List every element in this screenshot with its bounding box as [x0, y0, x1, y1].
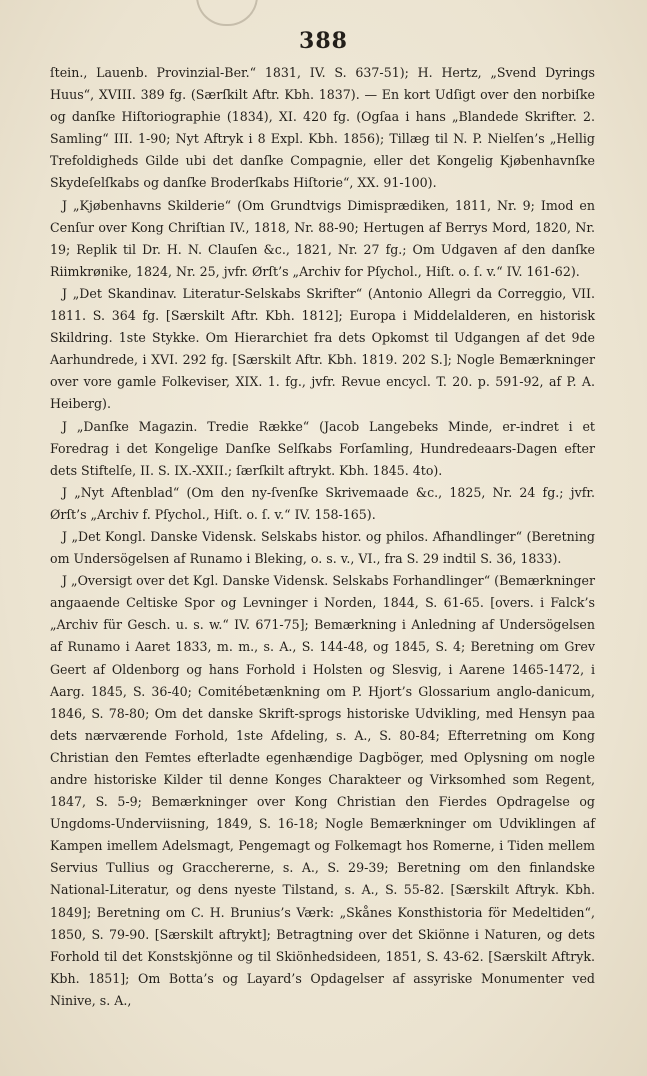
- paragraph: J „Det Kongl. Danske Vidensk. Selskabs histor. og philos. Afhandlinger“ (Beretning om Undersögelsen af Runamo i Bleking, o. s. v., VI., fra S. 29 indtil S. 36, 1833).: [50, 528, 595, 567]
- thumb-mark: [196, 0, 258, 26]
- paragraph: J „Oversigt over det Kgl. Danske Vidensk. Selskabs Forhandlinger“ (Bemærkninger angaaende Celtiske Spor og Levninger i Norden, 1844, S. 61-65. [overs. i Falck’s „Archiv für Gesch. u. s. w.“ IV. 671-75]; Bemærkning i Anledning af Undersögelsen af Runamo i Aaret 1833, m. m., s. A., S. 144-48, og 1845, S. 4; Beretning om Grev Geert af Oldenborg og hans Forhold i Holsten og Slesvig, i Aarene 1465-1472, i Aarg. 1845, S. 36-40; Comitébetænkning om P. Hjort’s Glossarium anglo-danicum, 1846, S. 78-80; Om det danske Skrift-sprogs historiske Udvikling, med Hensyn paa dets nærværende Forhold, 1ste Afdeling, s. A., S. 80-84; Efterretning om Kong Christian den Femtes efterladte egenhændige Dagböger, med Oplysning om nogle andre historiske Kilder til denne Konges Charakteer og Virksomhed som Regent, 1847, S. 5-9; Bemærkninger over Kong Christian den Fierdes Opdragelse og Ungdoms-Underviisning, 1849, S. 16-18; Nogle Bemærkninger om Udviklingen af Kampen imellem Adelsmagt, Pengemagt og Folkemagt hos Romerne, i Tiden mellem Servius Tullius og Gracchererne, s. A., S. 29-39; Beretning om den finlandske National-Literatur, og dens nyeste Tilstand, s. A., S. 55-82. [Særskilt Aftryk. Kbh. 1849]; Beretning om C. H. Brunius’s Værk: „Skånes Konsthistoria för Medeltiden“, 1850, S. 79-90. [Særskilt aftrykt]; Betragtning over det Skiönne i Naturen, og dets Forhold til det Konstskjönne og til Skiönhedsideen, 1851, S. 43-62. [Særskilt Aftryk. Kbh. 1851]; Om Botta’s og Layard’s Opdagelser af assyriske Monumenter ved Ninive, s. A.,: [50, 573, 595, 1008]
- page-number: 388: [299, 28, 348, 54]
- paragraph: J „Danſke Magazin. Tredie Række“ (Jacob Langebeks Minde, er-indret i et Foredrag i det Kongelige Danſke Selſkabs Forſamling, Hundredeaars-Dagen efter dets Stiftelſe, II. S. IX.-XXII.; ſærſkilt aftrykt. Kbh. 1845. 4to).: [50, 418, 595, 478]
- paragraph: J „Det Skandinav. Literatur-Selskabs Skrifter“ (Antonio Allegri da Correggio, VII. 1811. S. 364 fg. [Særskilt Aftr. Kbh. 1812]; Europa i Middelalderen, en historisk Skildring. 1ste Stykke. Om Hierarchiet fra dets Opkomst til Udgangen af det 9de Aarhundrede, i XVI. 292 fg. [Særskilt Aftr. Kbh. 1819. 202 S.]; Nogle Bemærkninger over vore gamle Folkeviser, XIX. 1. fg., jvfr. Revue encycl. T. 20. p. 591-92, af P. A. Heiberg).: [50, 285, 595, 412]
- paragraph: J „Kjøbenhavns Skilderie“ (Om Grundtvigs Dimisprædiken, 1811, Nr. 9; Imod en Cenſur over Kong Chriſtian IV., 1818, Nr. 88-90; Hertugen af Berrys Mord, 1820, Nr. 19; Replik til Dr. H. N. Clauſen &c., 1821, Nr. 27 fg.; Om Udgaven af den danſke Riimkrønike, 1824, Nr. 25, jvfr. Ørſt’s „Archiv for Pſychol., Hiſt. o. ſ. v.“ IV. 161-62).: [50, 197, 595, 279]
- paragraph: ſtein., Lauenb. Provinzial-Ber.“ 1831, IV. S. 637-51); H. Hertz, „Svend Dyrings Huus“, XVIII. 389 fg. (Særſkilt Aftr. Kbh. 1837). — En kort Udſigt over den norbiſke og danſke Hiſtoriographie (1834), XI. 420 fg. (Ogſaa i hans „Blandede Skrifter. 2. Samling“ III. 1-90; Nyt Aftryk i 8 Expl. Kbh. 1856); Tillæg til N. P. Nielſen’s „Hellig Trefoldigheds Gilde ubi det danſke Compagnie, eller det Kongelig Kjøbenhavnſke Skydeſelſkabs og danſke Broderſkabs Hiſtorie“, XX. 91-100).: [50, 65, 595, 191]
- body-text: [50, 62, 595, 1012]
- paragraph: J „Nyt Aftenblad“ (Om den ny-ſvenſke Skrivemaade &c., 1825, Nr. 24 fg.; jvfr. Ørſt’s „Archiv f. Pſychol., Hiſt. o. ſ. v.“ IV. 158-165).: [50, 484, 595, 522]
